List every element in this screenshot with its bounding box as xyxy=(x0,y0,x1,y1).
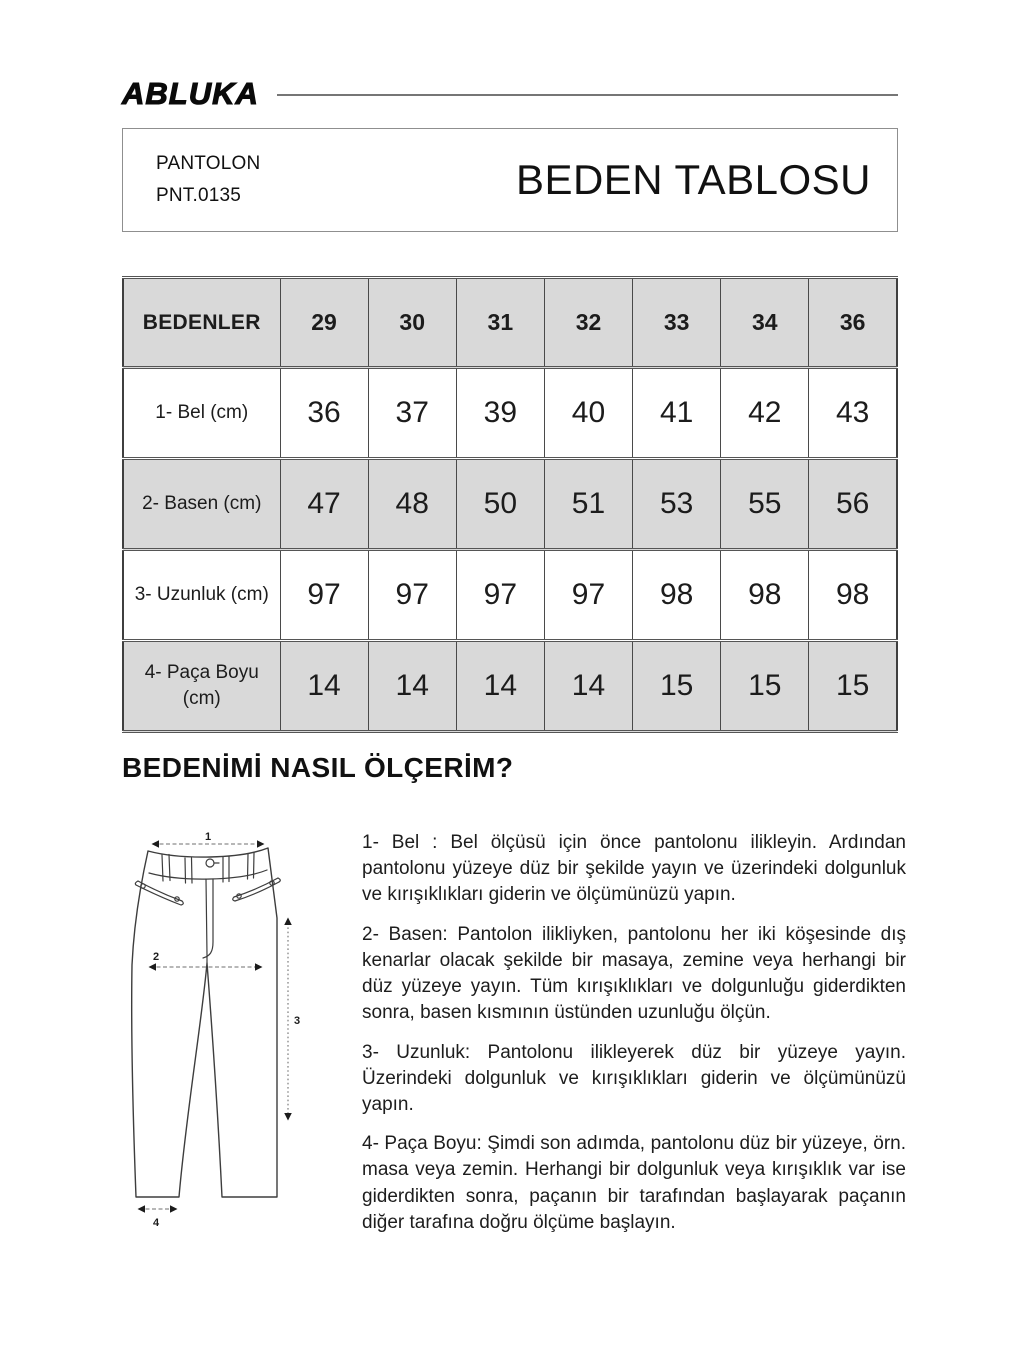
measure-instructions xyxy=(362,830,906,1249)
table-cell: 97 xyxy=(280,550,368,641)
table-header-cell-size: 31 xyxy=(456,278,544,368)
pants-outline xyxy=(132,848,277,1197)
table-cell: 47 xyxy=(280,459,368,550)
product-code: PNT.0135 xyxy=(156,185,242,206)
pants-diagram xyxy=(122,830,340,1249)
table-header-cell-size: 33 xyxy=(633,278,721,368)
pants-sketch-svg xyxy=(122,830,334,1232)
product-info xyxy=(156,148,260,213)
diagram-label-3: 3 xyxy=(294,1015,301,1027)
table-header-cell-size: 36 xyxy=(809,278,897,368)
row-label: 3- Uzunluk (cm) xyxy=(123,550,280,641)
table-cell: 43 xyxy=(809,368,897,459)
diagram-label-2: 2 xyxy=(153,951,160,963)
size-table xyxy=(122,276,898,733)
row-label: 2- Basen (cm) xyxy=(123,459,280,550)
table-cell: 36 xyxy=(280,368,368,459)
diagram-label-1: 1 xyxy=(205,831,212,843)
instruction-paragraph-basen: 2- Basen: Pantolon ilikliyken, pantolonu her iki köşesinde dış kenarlar olacak şekilde bir masaya, zemine veya herhangi bir düz yüzeye yayın. Tüm kırışıklıkları ve dolgunluğu giderdikten sonra, basen kısmının üstünden uzunluğu ölçün. xyxy=(362,923,906,1024)
table-cell: 15 xyxy=(633,641,721,732)
measure-heading: BEDENİMİ NASIL ÖLÇERİM? xyxy=(122,752,514,783)
brand-header xyxy=(122,76,898,112)
table-cell: 98 xyxy=(721,550,809,641)
table-row-basen xyxy=(123,459,897,550)
table-cell: 51 xyxy=(544,459,632,550)
table-row-uzunluk xyxy=(123,550,897,641)
table-cell: 55 xyxy=(721,459,809,550)
table-row-bel xyxy=(123,368,897,459)
table-cell: 15 xyxy=(809,641,897,732)
row-label: 1- Bel (cm) xyxy=(123,368,280,459)
table-header-cell-bedenler: BEDENLER xyxy=(123,278,280,368)
table-header-cell-size: 30 xyxy=(368,278,456,368)
table-cell: 98 xyxy=(809,550,897,641)
table-row-paca-boyu xyxy=(123,641,897,732)
table-header-cell-size: 32 xyxy=(544,278,632,368)
table-header-row xyxy=(123,278,897,368)
table-cell: 41 xyxy=(633,368,721,459)
page-title: BEDEN TABLOSU xyxy=(515,156,871,203)
brand-logo: ABLUKA xyxy=(122,76,259,111)
table-cell: 15 xyxy=(721,641,809,732)
table-cell: 48 xyxy=(368,459,456,550)
product-type: PANTOLON xyxy=(156,152,261,174)
table-header-cell-size: 29 xyxy=(280,278,368,368)
header-rule xyxy=(277,94,898,96)
row-label: 4- Paça Boyu (cm) xyxy=(123,641,280,732)
table-cell: 39 xyxy=(456,368,544,459)
table-cell: 97 xyxy=(368,550,456,641)
instruction-paragraph-bel: 1- Bel : Bel ölçüsü için önce pantolonu ilikleyin. Ardından pantolonu yüzeye düz bir şekilde yayın ve üzerindeki dolgunluk ve kırışıklıkları giderin ve ölçümünüzü yapın. xyxy=(362,832,906,906)
table-header-cell-size: 34 xyxy=(721,278,809,368)
table-cell: 42 xyxy=(721,368,809,459)
table-cell: 14 xyxy=(280,641,368,732)
table-cell: 37 xyxy=(368,368,456,459)
table-cell: 53 xyxy=(633,459,721,550)
table-cell: 14 xyxy=(456,641,544,732)
measure-section xyxy=(122,830,906,1249)
table-cell: 50 xyxy=(456,459,544,550)
instruction-paragraph-uzunluk: 3- Uzunluk: Pantolonu ilikleyerek düz bir yüzeye yayın. Üzerindeki dolgunluk ve kırışıklıkları giderin ve ölçümünüzü yapın. xyxy=(362,1041,906,1115)
table-cell: 40 xyxy=(544,368,632,459)
table-cell: 56 xyxy=(809,459,897,550)
table-cell: 14 xyxy=(368,641,456,732)
title-box xyxy=(122,128,898,232)
instruction-paragraph-paca-boyu: 4- Paça Boyu: Şimdi son adımda, pantolonu düz bir yüzeye, örn. masa veya zemin. Herhangi bir dolgunluk veya kırışıklık var ise giderdikten sonra, paçanın bir tarafından başlayarak paçanın diğer tarafına doğru ölçüme başlayın. xyxy=(362,1133,906,1233)
diagram-label-4: 4 xyxy=(153,1217,160,1229)
table-cell: 97 xyxy=(544,550,632,641)
table-cell: 98 xyxy=(633,550,721,641)
table-cell: 14 xyxy=(544,641,632,732)
table-cell: 97 xyxy=(456,550,544,641)
